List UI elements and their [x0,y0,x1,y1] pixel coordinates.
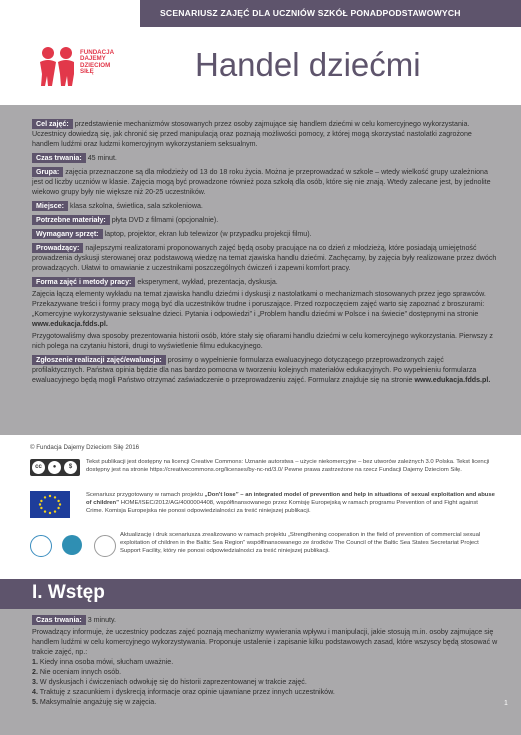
baltic-sea-funding-text: Aktualizację i druk scenariusza zrealizowano w ramach projektu „Strengthening cooperation in the field of prevention of commercial sexual exploitation of children in the Baltic Sea Region” współfinansowanego ze środków The Council of the Baltic Sea States Secretariat Project Support Facility, który nie ponosi odpowiedzialności za treść niniejszej publikacji. [120,532,481,554]
forms-link[interactable]: www.edukacja.fdds.pl. [32,320,108,328]
group-section [32,167,498,197]
goal-text: przedstawienie mechanizmów stosowanych przez osoby zajmujące się handlem dziećmi w celu komercyjnego wykorzystania. Uczestnicy dowiedzą się, jak chronić się przed manipulacją oraz poznają możliwości pomocy, z której mogą skorzystać nastolatki zagrożone handlem ludźmi oraz ludzmi komercyjnym wykorzystaniem seksualnym. [32,120,472,148]
cc-icon: cc [32,461,45,474]
rule-number: 1. [32,658,38,666]
intro-time-label: Czas trwania: [32,615,86,625]
rule-number: 4. [32,688,38,696]
partner-logo-1-icon [30,535,52,557]
equipment-section [32,229,498,239]
group-text: zajęcia przeznaczone są dla młodzieży od 13 do 18 roku życia. Można je przeprowadzać w szkole – wtedy wielkość grupy uzależniona jest od liczby uczniów w klasie. Zajęcia mogą być prowadzone również poza szkołą dla osób, które się nie znają. Wtedy zalecane jest, by jednolite wiekowo grupy były nie większe niż 20-25 uczestników. [32,168,491,196]
rule-number: 5. [32,698,38,706]
rule-item [32,687,498,697]
rule-text: Maksymalnie angażuję się w zajęcia. [39,698,157,706]
intro-header [0,579,521,609]
credits-footer [0,435,521,579]
cc-nc-icon: $ [64,461,77,474]
eu-flag-icon [30,491,70,518]
eu-funding-text [86,491,496,515]
group-label: Grupa: [32,167,63,177]
forms-label: Forma zajęć i metody pracy: [32,277,135,287]
intro-section [0,579,521,735]
eu-project-name: „Don't lose” – an integrated model of prevention and help in situations of sexual exploitation and abuse of children” [86,492,495,506]
report-label: Zgłoszenie realizacji zajęć/ewaluacja: [32,355,166,365]
logo-wordmark [80,50,120,76]
equipment-text: laptop, projektor, ekran lub telewizor (w przypadku projekcji filmu). [104,230,312,238]
materials-section [32,215,498,225]
logo-line-3: DZIECIOM [80,61,111,69]
forms-paragraph-2 [32,289,498,329]
report-text: prosimy o wypełnienie formularza ewaluacyjnego dotyczącego przeprowadzonych zajęć profilaktycznych. Państwa opinia będzie dla nas bardzo pomocna w tworzeniu kolejnych materiałów edukacyjnych. Po wypełnieniu formularza ewaluacyjnego będą mogli Państwo otrzymać zaświadczenie o przeprowadzeniu zajęć. Formularz znajduje się na stronie [32,356,477,384]
rule-text: Kiedy inna osoba mówi, słucham uważnie. [39,658,174,666]
info-panel [0,105,521,435]
partner-logo-3-icon [94,535,116,557]
place-text: klasa szkolna, świetlica, sala szkoleniowa. [69,202,203,210]
top-banner [0,0,521,27]
time-text: 45 minut. [87,154,117,162]
fdds-logo [36,44,116,94]
logo-line-2: DAJEMY [80,55,106,63]
goal-label: Cel zajęć: [32,119,73,129]
rule-text: W dyskusjach i ćwiczeniach odwołuję się do historii zaprezentowanej w trakcie zajęć. [39,678,307,686]
eu-text-intro: Scenariusz przygotowany w ramach projektu [86,492,203,498]
logo-line-1: FUNDACJA [80,49,115,56]
intro-title: I. Wstęp [32,582,105,603]
rule-number: 3. [32,678,38,686]
forms-section [32,277,498,287]
materials-label: Potrzebne materiały: [32,215,110,225]
place-section [32,201,498,211]
equipment-label: Wymagany sprzęt: [32,229,103,239]
rule-item [32,677,498,687]
time-section [32,153,498,163]
forms-para3-text: Przygotowaliśmy dwa sposoby prezentowania historii osób, które stały się ofiarami handlu dziećmi w celu komercyjnego wykorzystania. Pierwszy z nich polega na czytaniu historii, drugi to wyświetlenie filmu edukacyjnego. [32,332,493,350]
rule-item [32,667,498,677]
place-label: Miejsce: [32,201,68,211]
eu-stars-icon [30,491,70,518]
intro-time-section [32,615,498,625]
partner-logo-2-icon [62,535,82,555]
intro-content [32,615,498,707]
forms-para2-text: Zajęcia łączą elementy wykładu na temat zjawiska handlu dziećmi i dyskusji z nastolatkami o mechanizmach stosowanych przez jego sprawców. Przekazywane treści i formy pracy mogą być dla uczestników trudne i poruszające. Przed rozpoczęciem zajęć warto się zapoznać z broszurami: „Komercyjne wykorzystywanie seksualne dzieci. Pytania i odpowiedzi” i „Problem handlu dziećmi w Polsce i na świecie” dostępnymi na stronie [32,290,486,318]
hosts-label: Prowadzący: [32,243,83,253]
logo-line-4: SIŁĘ [80,68,94,76]
intro-body: Prowadzący informuje, że uczestnicy podczas zajęć poznają mechanizmy wywierania wpływu i manipulacji, jakie stosują m.in. osoby zajmujące się handlem ludźmi w celu komercyjnego wykorzystywania. Proponuje ustalenie i zapisanie kilku podstawowych zasad, które wszyscy będą stosować w trakcie zajęć, np.: [32,628,498,656]
copyright-text: © Fundacja Dajemy Dzieciom Siłę 2016 [30,444,140,451]
eu-text-rest: HOME/ISEC/2012/AG/4000004408, współfinansowanego przez Komisję Europejską w ramach programu Prevention of and Fight against Crime. Komisja Europejska nie ponosi odpowiedzialności za treść niniejszej publikacji. [86,500,478,514]
logo-figures-icon [36,44,80,88]
forms-text: eksperyment, wykład, prezentacja, dyskusja. [137,278,278,286]
info-content [32,119,498,389]
report-link[interactable]: www.edukacja.fdds.pl. [414,376,491,384]
rule-text: Traktuję z szacunkiem i dyskrecją informacje oraz opinie ujawniane przez innych uczestników. [39,688,335,696]
rule-item [32,697,498,707]
goal-section [32,119,498,149]
page-number: 1 [504,700,508,707]
cc-by-icon: ● [48,461,61,474]
time-label: Czas trwania: [32,153,86,163]
rule-text: Nie oceniam innych osób. [39,668,122,676]
partner-logos [30,531,130,561]
license-text: Tekst publikacji jest dostępny na licencji Creative Commons: Uznanie autorstwa – użycie niekomercyjne – bez utworów zależnych 3.0 Polska. Tekst licencji dostępny jest na stronie https://creativecommons.org/licenses/by-nc-nd/3.0/ Pewne prawa zastrzeżone na rzecz Fundacji Dajemy Dzieciom Siłę. [86,459,490,473]
logo-area-background [0,0,140,27]
report-section [32,355,498,385]
series-title: SCENARIUSZ ZAJĘĆ DLA UCZNIÓW SZKÓŁ PONADPODSTAWOWYCH [160,8,461,18]
rule-item [32,657,498,667]
hosts-section [32,243,498,273]
materials-text: płyta DVD z filmami (opcjonalnie). [111,216,219,224]
page-title: Handel dziećmi [195,46,421,83]
cc-license-badge [30,459,80,476]
hosts-text: najlepszymi realizatorami proponowanych zajęć będą osoby pracujące na co dzień z młodzieżą, które posiadają umiejętność prowadzenia dyskusji sterowanej oraz podstawową wiedzę na temat zjawiska handlu dziećmi. Zachęcamy, by zajęcia były realizowane przez dwóch prowadzących. Ułatwi to omawianie z uczestnikami poszczególnych ćwiczeń i zapewni komfort pracy. [32,244,497,272]
forms-paragraph-3 [32,331,498,351]
rule-number: 2. [32,668,38,676]
intro-time-text: 3 minuty. [87,616,116,624]
